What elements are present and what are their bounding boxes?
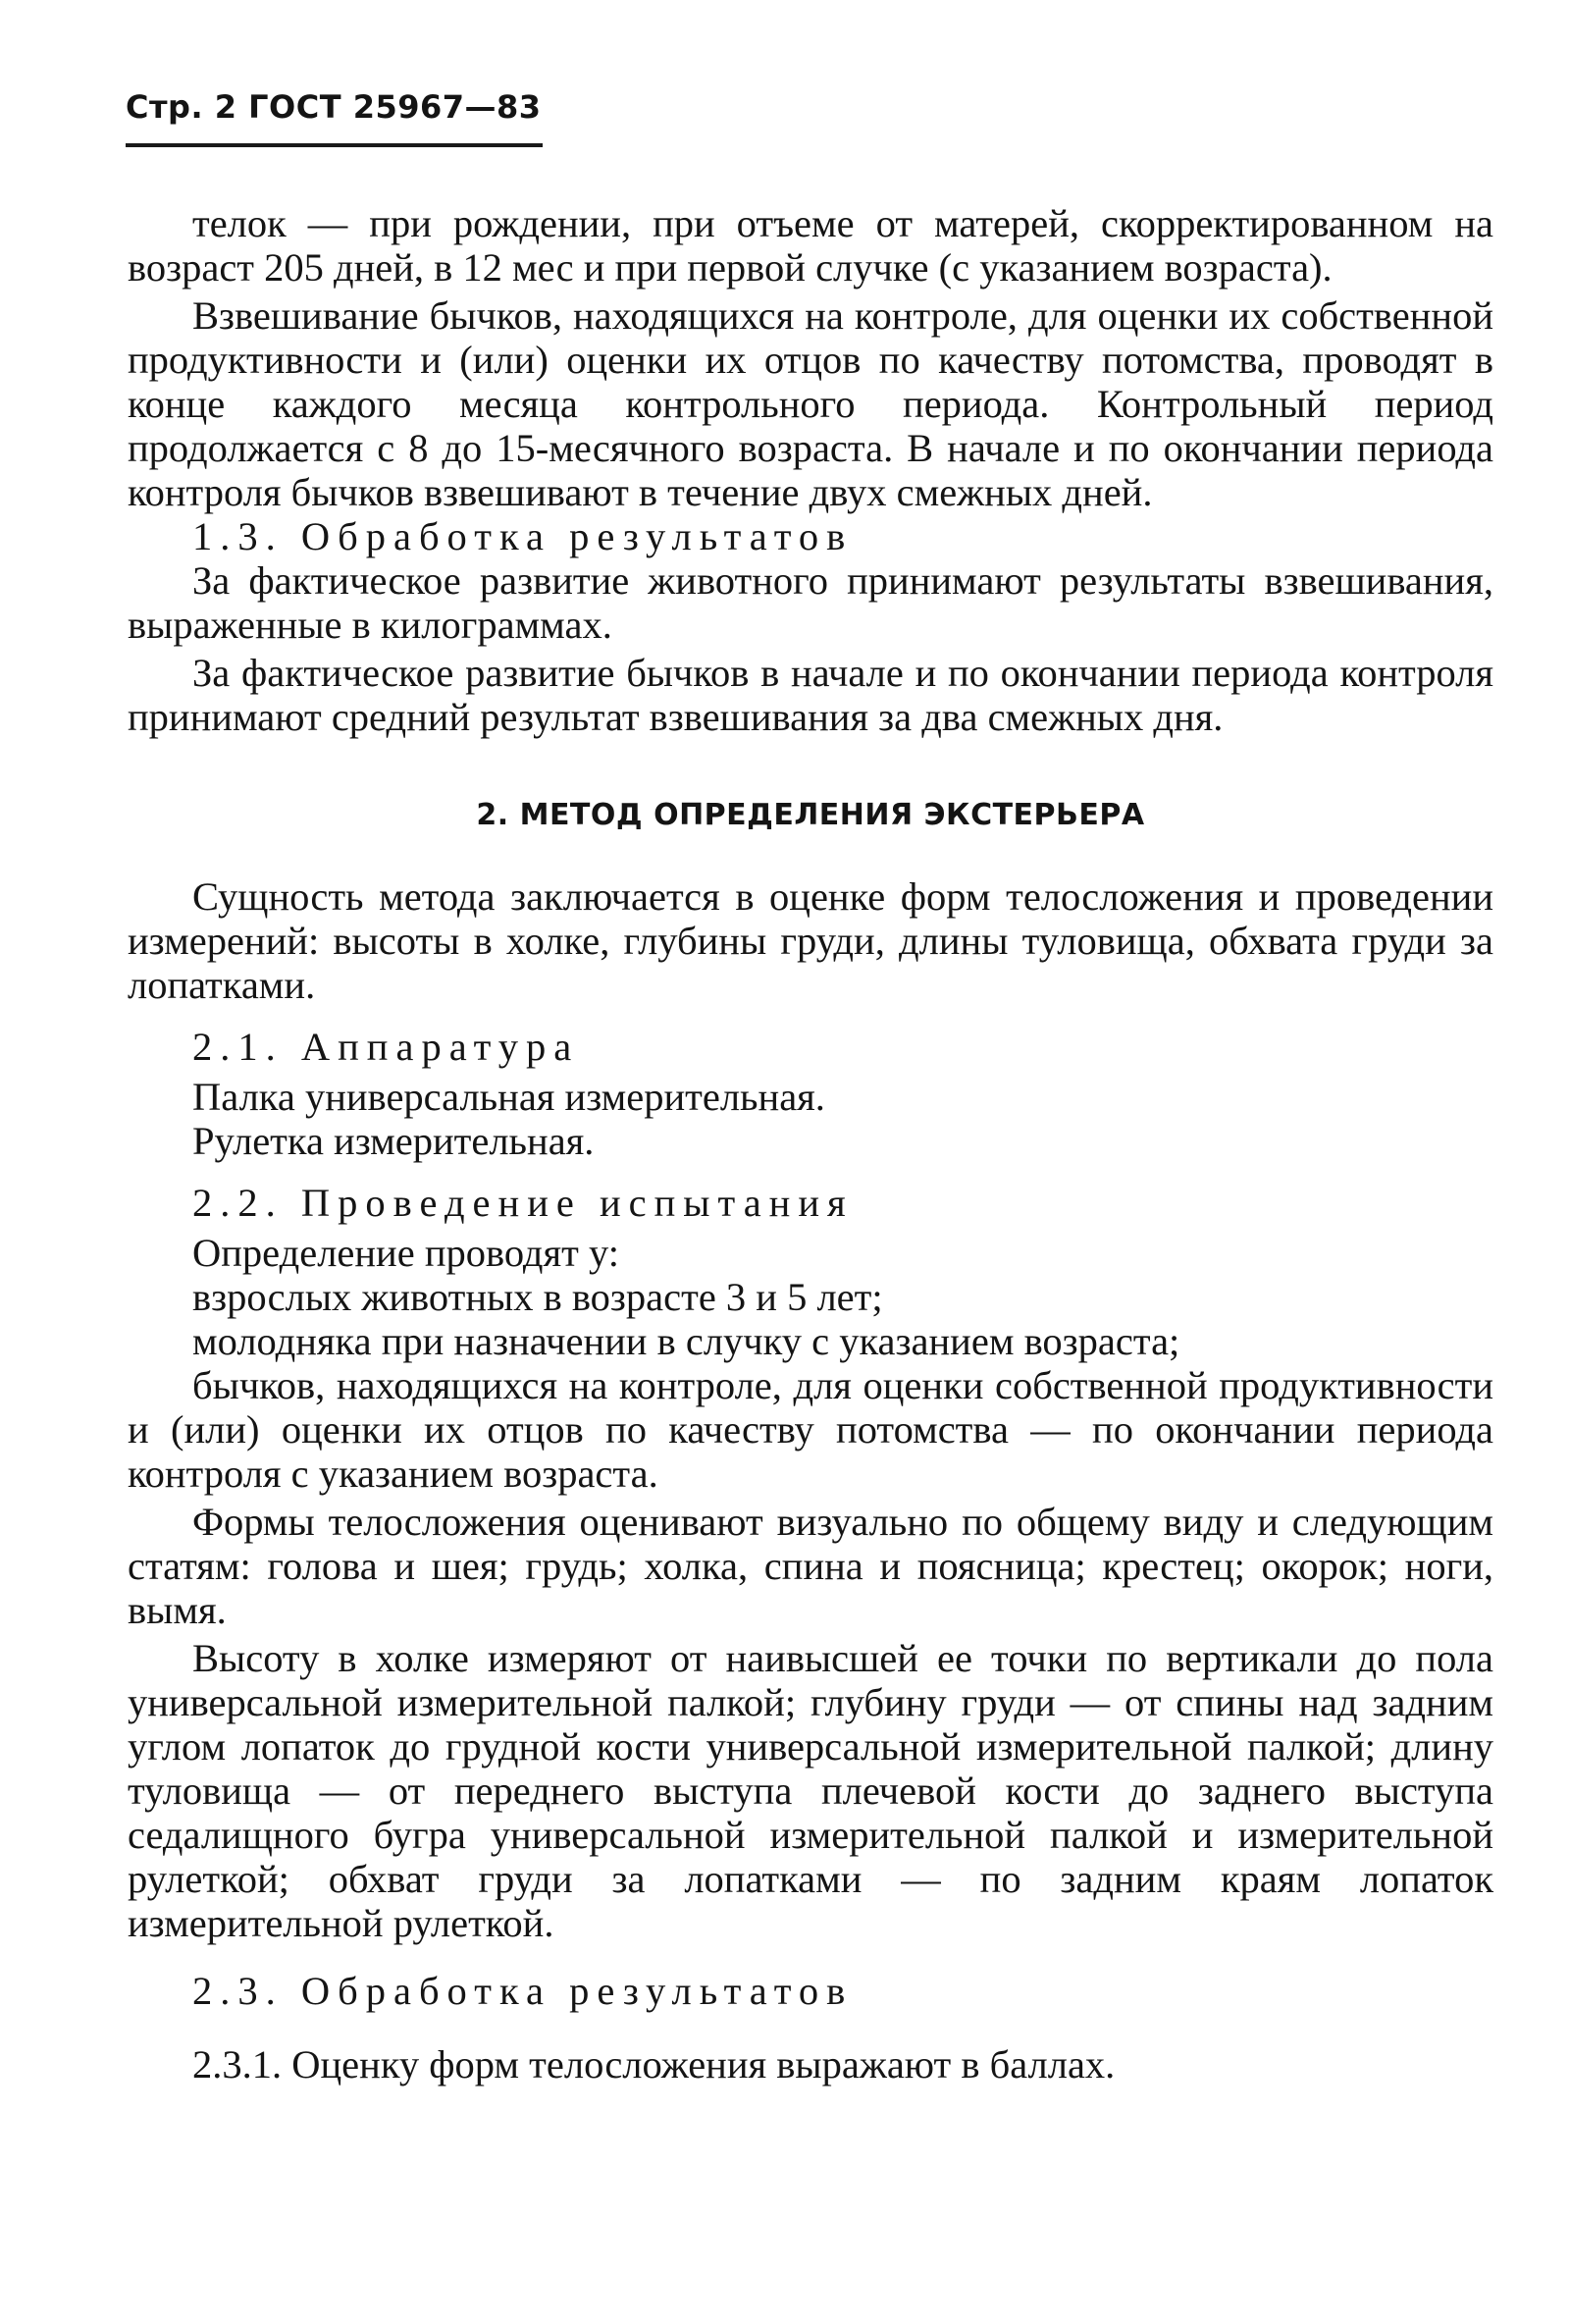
page-header: Стр. 2 ГОСТ 25967—83 (126, 88, 542, 126)
list-item: взрослых животных в возрасте 3 и 5 лет; (192, 1275, 883, 1319)
section-2-1-heading: 2.1. Аппаратура (192, 1025, 580, 1069)
section-2-3-heading: 2.3. Обработка результатов (192, 1969, 854, 2013)
paragraph-weighing-bulls: Взвешивание бычков, находящихся на контроле, для оценки их собственной продуктивности и (или) оценки их отцов по качеству потомства, проводят в конце каждого месяца контрольного периода. Контрольный период продолжается с 8 до 15-месячного возраста. В начале и по окончании периода контроля бычков взвешивают в течение двух смежных дней. (128, 293, 1493, 514)
section-2-2-heading: 2.2. Проведение испытания (192, 1181, 854, 1225)
paragraph-bulls-average: За фактическое развитие бычков в начале и по окончании периода контроля принимают средний результат взвешивания за два смежных дня. (128, 651, 1493, 739)
document-body (128, 201, 1493, 2086)
paragraph-bulls-control: бычков, находящихся на контроле, для оценки собственной продуктивности и (или) оценки их отцов по качеству потомства — по окончании периода контроля с указанием возраста. (128, 1363, 1493, 1496)
equipment-list (128, 1075, 1493, 1163)
paragraph-actual-development: За фактическое развитие животного принимают результаты взвешивания, выраженные в килограммах. (128, 558, 1493, 647)
list-item: Рулетка измерительная. (192, 1119, 595, 1163)
list-item: молодняка при назначении в случку с указанием возраста; (192, 1319, 1180, 1363)
header-rule (126, 143, 543, 147)
paragraph-method-essence: Сущность метода заключается в оценке форм телосложения и проведении измерений: высоты в холке, глубины груди, длины туловища, обхвата груди за лопатками. (128, 874, 1493, 1007)
paragraph-measurements: Высоту в холке измеряют от наивысшей ее точки по вертикали до пола универсальной измерительной палкой; глубину груди — от спины над задним углом лопаток до грудной кости универсальной измерительной палкой; длину туловища — от переднего выступа плечевой кости до заднего выступа седалищного бугра универсальной измерительной палкой и измерительной рулеткой; обхват груди за лопатками — по задним краям лопаток измерительной рулеткой. (128, 1636, 1493, 1945)
list-item: Определение проводят у: (192, 1231, 619, 1275)
list-item: Палка универсальная измерительная. (192, 1075, 825, 1119)
section-1-3-heading: 1.3. Обработка результатов (192, 514, 854, 558)
section-2-3-1-text: 2.3.1. Оценку форм телосложения выражают в баллах. (192, 2042, 1116, 2086)
paragraph-continuation: телок — при рождении, при отъеме от матерей, скорректированном на возраст 205 дней, в 12 мес и при первой случке (с указанием возраста). (128, 201, 1493, 290)
section-2-title: 2. МЕТОД ОПРЕДЕЛЕНИЯ ЭКСТЕРЬЕРА (476, 798, 1145, 832)
paragraph-body-forms: Формы телосложения оценивают визуально по общему виду и следующим статям: голова и шея; грудь; холка, спина и поясница; крестец; окорок; ноги, вымя. (128, 1500, 1493, 1632)
